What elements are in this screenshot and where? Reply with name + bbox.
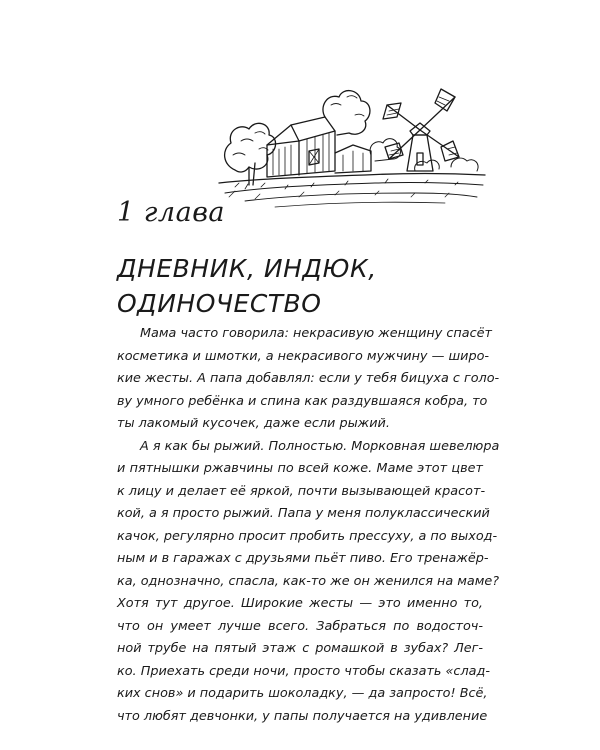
text-line: к лицу и делает её яркой, почти вызывающей красот-	[117, 483, 486, 499]
text-line: косметика и шмотки, а некрасивого мужчину — широ-	[117, 348, 490, 364]
text-line: ко. Приехать среди ночи, просто чтобы сказать «слад-	[117, 663, 490, 679]
text-line: что любят девчонки, у папы получается на удивление	[117, 708, 488, 724]
text-line: Хотя тут другое. Широкие жесты — это именно то,	[117, 596, 483, 611]
text-line: качок, регулярно просит пробить прессуху, а по выход-	[117, 528, 498, 544]
text-line: А я как бы рыжий. Полностью. Морковная шевелюра	[140, 438, 500, 454]
text-line: ву умного ребёнка и спина как раздувшаяся кобра, то	[117, 393, 488, 409]
text-line: кой, а я просто рыжий. Папа у меня полуклассический	[117, 506, 490, 521]
tree-back	[323, 91, 370, 135]
farm-windmill-illustration	[215, 75, 490, 210]
chapter-title-line: ОДИНОЧЕСТВО	[117, 288, 322, 318]
chapter-label: 1 глава	[117, 197, 226, 228]
chapter-title	[117, 251, 457, 321]
text-line: кие жесты. А папа добавлял: если у тебя бицуха с голо-	[117, 371, 500, 386]
tree-left-trunk	[249, 163, 255, 185]
text-line: и пятнышки ржавчины по всей коже. Маме этот цвет	[117, 461, 483, 476]
text-line: Мама часто говорила: некрасивую женщину спасёт	[140, 326, 492, 341]
text-line: ких снов» и подарить шоколадку, — да запросто! Всё,	[117, 686, 488, 701]
text-line: ты лакомый кусочек, даже если рыжий.	[117, 416, 390, 431]
text-line: ной трубе на пятый этаж с ромашкой в зубах? Лег-	[117, 641, 483, 656]
chapter-title-line: ДНЕВНИК, ИНДЮК,	[117, 253, 377, 283]
ground	[219, 174, 485, 184]
body-text	[117, 323, 500, 728]
text-line: ным и в гаражах с друзьями пьёт пиво. Его тренажёр-	[117, 551, 489, 566]
text-line: что он умеет лучше всего. Забраться по водосточ-	[117, 618, 483, 634]
text-line: ка, однозначно, спасла, как-то же он женился на маме?	[117, 573, 500, 589]
tree-left	[225, 123, 276, 172]
barn	[267, 117, 335, 177]
